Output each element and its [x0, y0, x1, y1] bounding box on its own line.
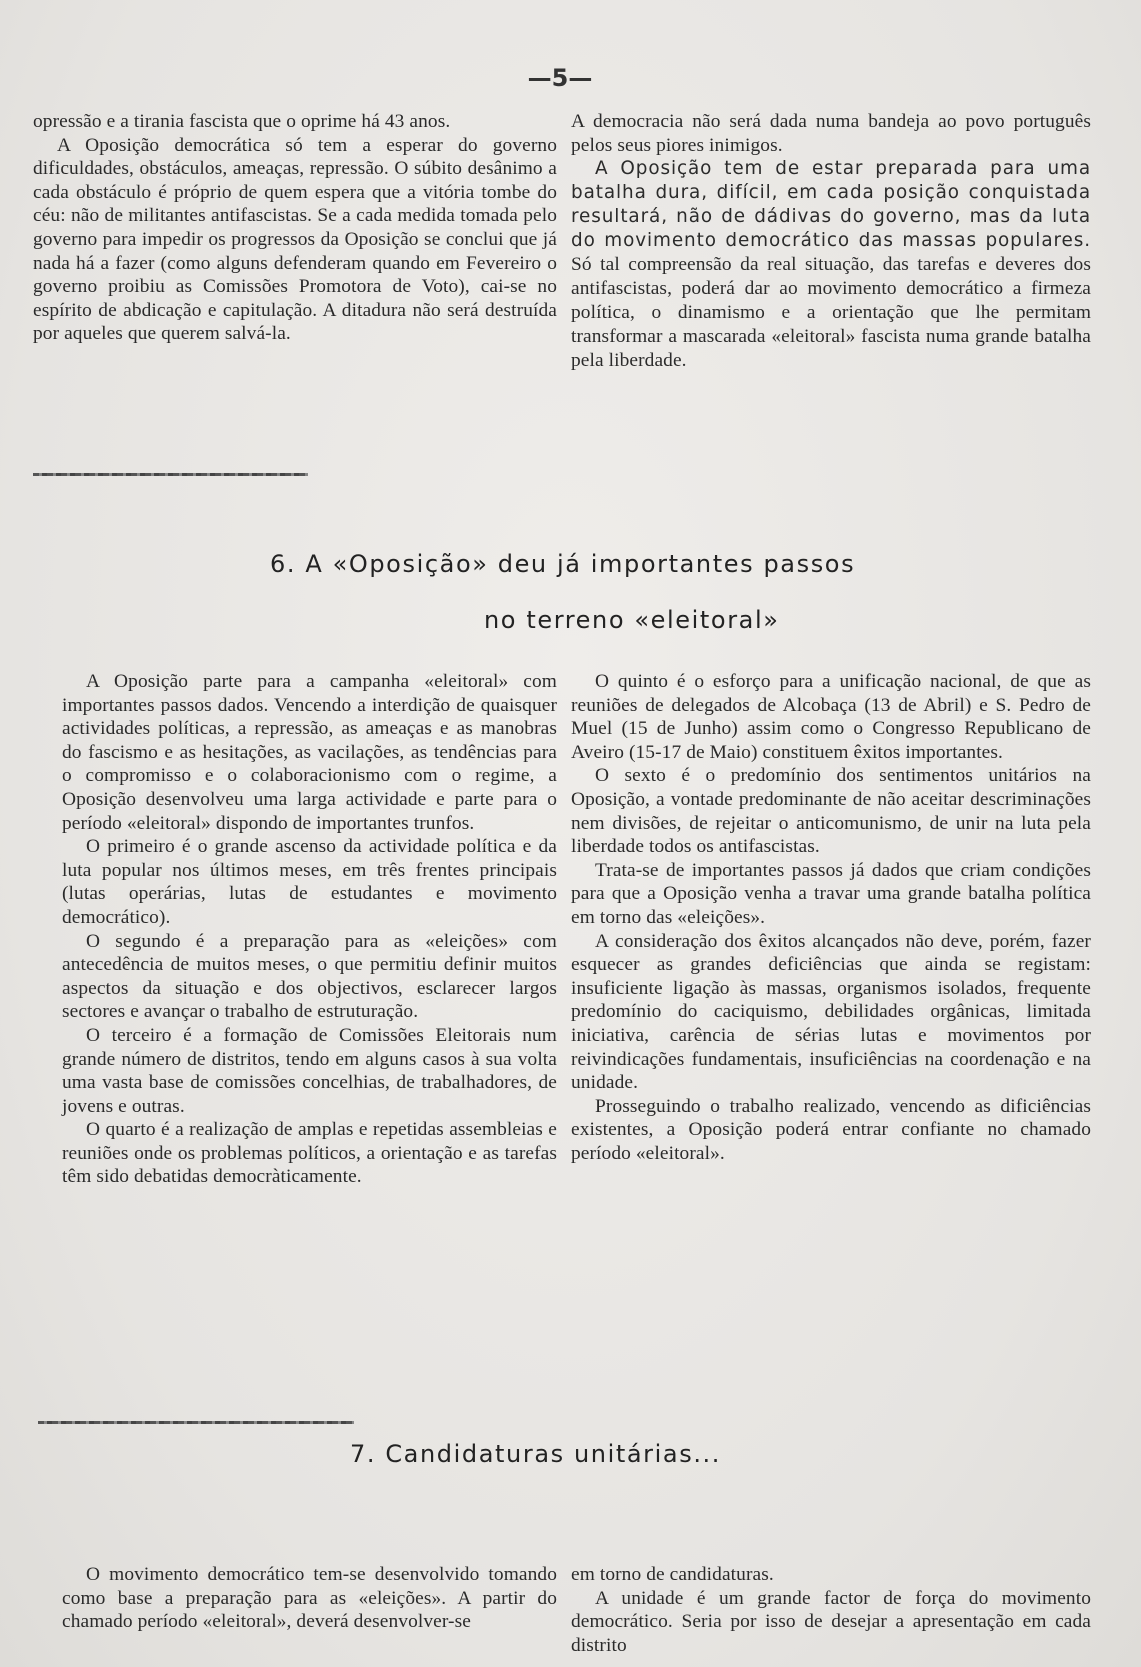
- section-6-heading-continued: no terreno «eleitoral»: [484, 606, 780, 634]
- section-7-left-column: [62, 1563, 557, 1634]
- paragraph: O quinto é o esforço para a unificação nacional, de que as reuniões de delegados de Alcobaça (13 de Abril) e S. Pedro de Muel (15 de Junho) assim como o Congresso Republicano de Aveiro (15-17 de Maio) constituem êxitos importantes.: [571, 671, 1091, 763]
- section-divider: [33, 473, 308, 476]
- section-6-heading: 6. A «Oposição» deu já importantes passos: [270, 550, 856, 578]
- top-left-column: [33, 110, 557, 346]
- paragraph: O segundo é a preparação para as «eleições» com antecedência de muitos meses, o que permitiu definir muitos aspectos da situação e dos objectivos, esclarecer largos sectores e avançar o trabalho de estruturação.: [62, 930, 557, 1023]
- paragraph: A Oposição democrática só tem a esperar do governo dificuldades, obstáculos, ameaças, repressão. O súbito desânimo a cada obstáculo é próprio de quem espera que a vitória tombe do céu: não de militantes antifascistas. Se a cada medida tomada pelo governo para impedir os progressos da Oposição se conclui que já nada há a fazer (como alguns defenderam quando em Fevereiro o governo proibiu as Comissões Promotora de Voto), cai-se no espírito de abdicação e capitulação. A ditadura não será destruída por aqueles que querem salvá-la.: [33, 134, 557, 345]
- section-7-right-column: [571, 1563, 1091, 1657]
- paragraph-part: Só tal compreensão da real situação, das tarefas e deveres dos antifascistas, poderá dar ao movimento democrático a firmeza política, o dinamismo e a orientação que lhe permitam transformar a mascarada «eleitoral» fascista numa grande batalha pela liberdade.: [571, 254, 1091, 372]
- paragraph: Trata-se de importantes passos já dados que criam condições para que a Oposição venha a travar uma grande batalha política em torno das «eleições».: [571, 859, 1091, 928]
- paragraph: O sexto é o predomínio dos sentimentos unitários na Oposição, a vontade predominante de não aceitar descriminações nem divisões, de rejeitar o anticomunismo, de unir na luta pela liberdade todos os antifascistas.: [571, 765, 1091, 858]
- paragraph: A consideração dos êxitos alcançados não deve, porém, fazer esquecer as grandes deficiências que ainda se registam: insuficiente ligação às massas, organismos isolados, frequente predomínio do caciquismo, debilidades orgânicas, limitada iniciativa, carência de sérias lutas e movimentos por reivindicações fundamentais, insuficiências na coordenação e na unidade.: [571, 930, 1091, 1094]
- paragraph: [571, 157, 1091, 373]
- section-divider: [38, 1421, 354, 1424]
- section-6-left-column: [62, 670, 557, 1189]
- paragraph: O terceiro é a formação de Comissões Eleitorais num grande número de distritos, tendo em alguns casos à sua volta uma vasta base de comissões concelhias, de trabalhadores, de jovens e outras.: [62, 1024, 557, 1117]
- page-number: —5—: [527, 64, 593, 92]
- paragraph-part: A Oposição tem de estar preparada para uma batalha dura, difícil, em cada posição conquistada resultará, não de dádivas do governo, mas da luta do movimento democrático das massas populares.: [571, 158, 1091, 252]
- paragraph: A democracia não será dada numa bandeja ao povo português pelos seus piores inimigos.: [571, 111, 1091, 156]
- top-right-column: [571, 110, 1091, 373]
- section-6-right-column: [571, 670, 1091, 1165]
- paragraph: Prosseguindo o trabalho realizado, vencendo as dificiências existentes, a Oposição poderá entrar confiante no chamado período «eleitoral».: [571, 1095, 1091, 1164]
- paragraph: opressão e a tirania fascista que o oprime há 43 anos.: [33, 111, 451, 132]
- paragraph: O primeiro é o grande ascenso da actividade política e da luta popular nos últimos meses, em três frentes principais (lutas operárias, lutas de estudantes e movimento democrático).: [62, 836, 557, 928]
- paragraph: em torno de candidaturas.: [571, 1564, 774, 1585]
- paragraph: O quarto é a realização de amplas e repetidas assembleias e reuniões onde os problemas políticos, a orientação e as tarefas têm sido debatidas democràticamente.: [62, 1119, 557, 1188]
- paragraph: A unidade é um grande factor de força do movimento democrático. Seria por isso de desejar a apresentação em cada distrito: [571, 1587, 1091, 1656]
- section-7-heading: 7. Candidaturas unitárias...: [350, 1440, 722, 1468]
- paragraph: O movimento democrático tem-se desenvolvido tomando como base a preparação para as «eleições». A partir do chamado período «eleitoral», deverá desenvolver-se: [62, 1564, 557, 1633]
- paragraph: A Oposição parte para a campanha «eleitoral» com importantes passos dados. Vencendo a interdição de quaisquer actividades políticas, a repressão, as ameaças e as manobras do fascismo e as hesitações, as vacilações, as tendências para o compromisso e o colaboracionismo com o regime, a Oposição desenvolveu uma larga actividade e parte para o período «eleitoral» dispondo de importantes trunfos.: [62, 671, 557, 834]
